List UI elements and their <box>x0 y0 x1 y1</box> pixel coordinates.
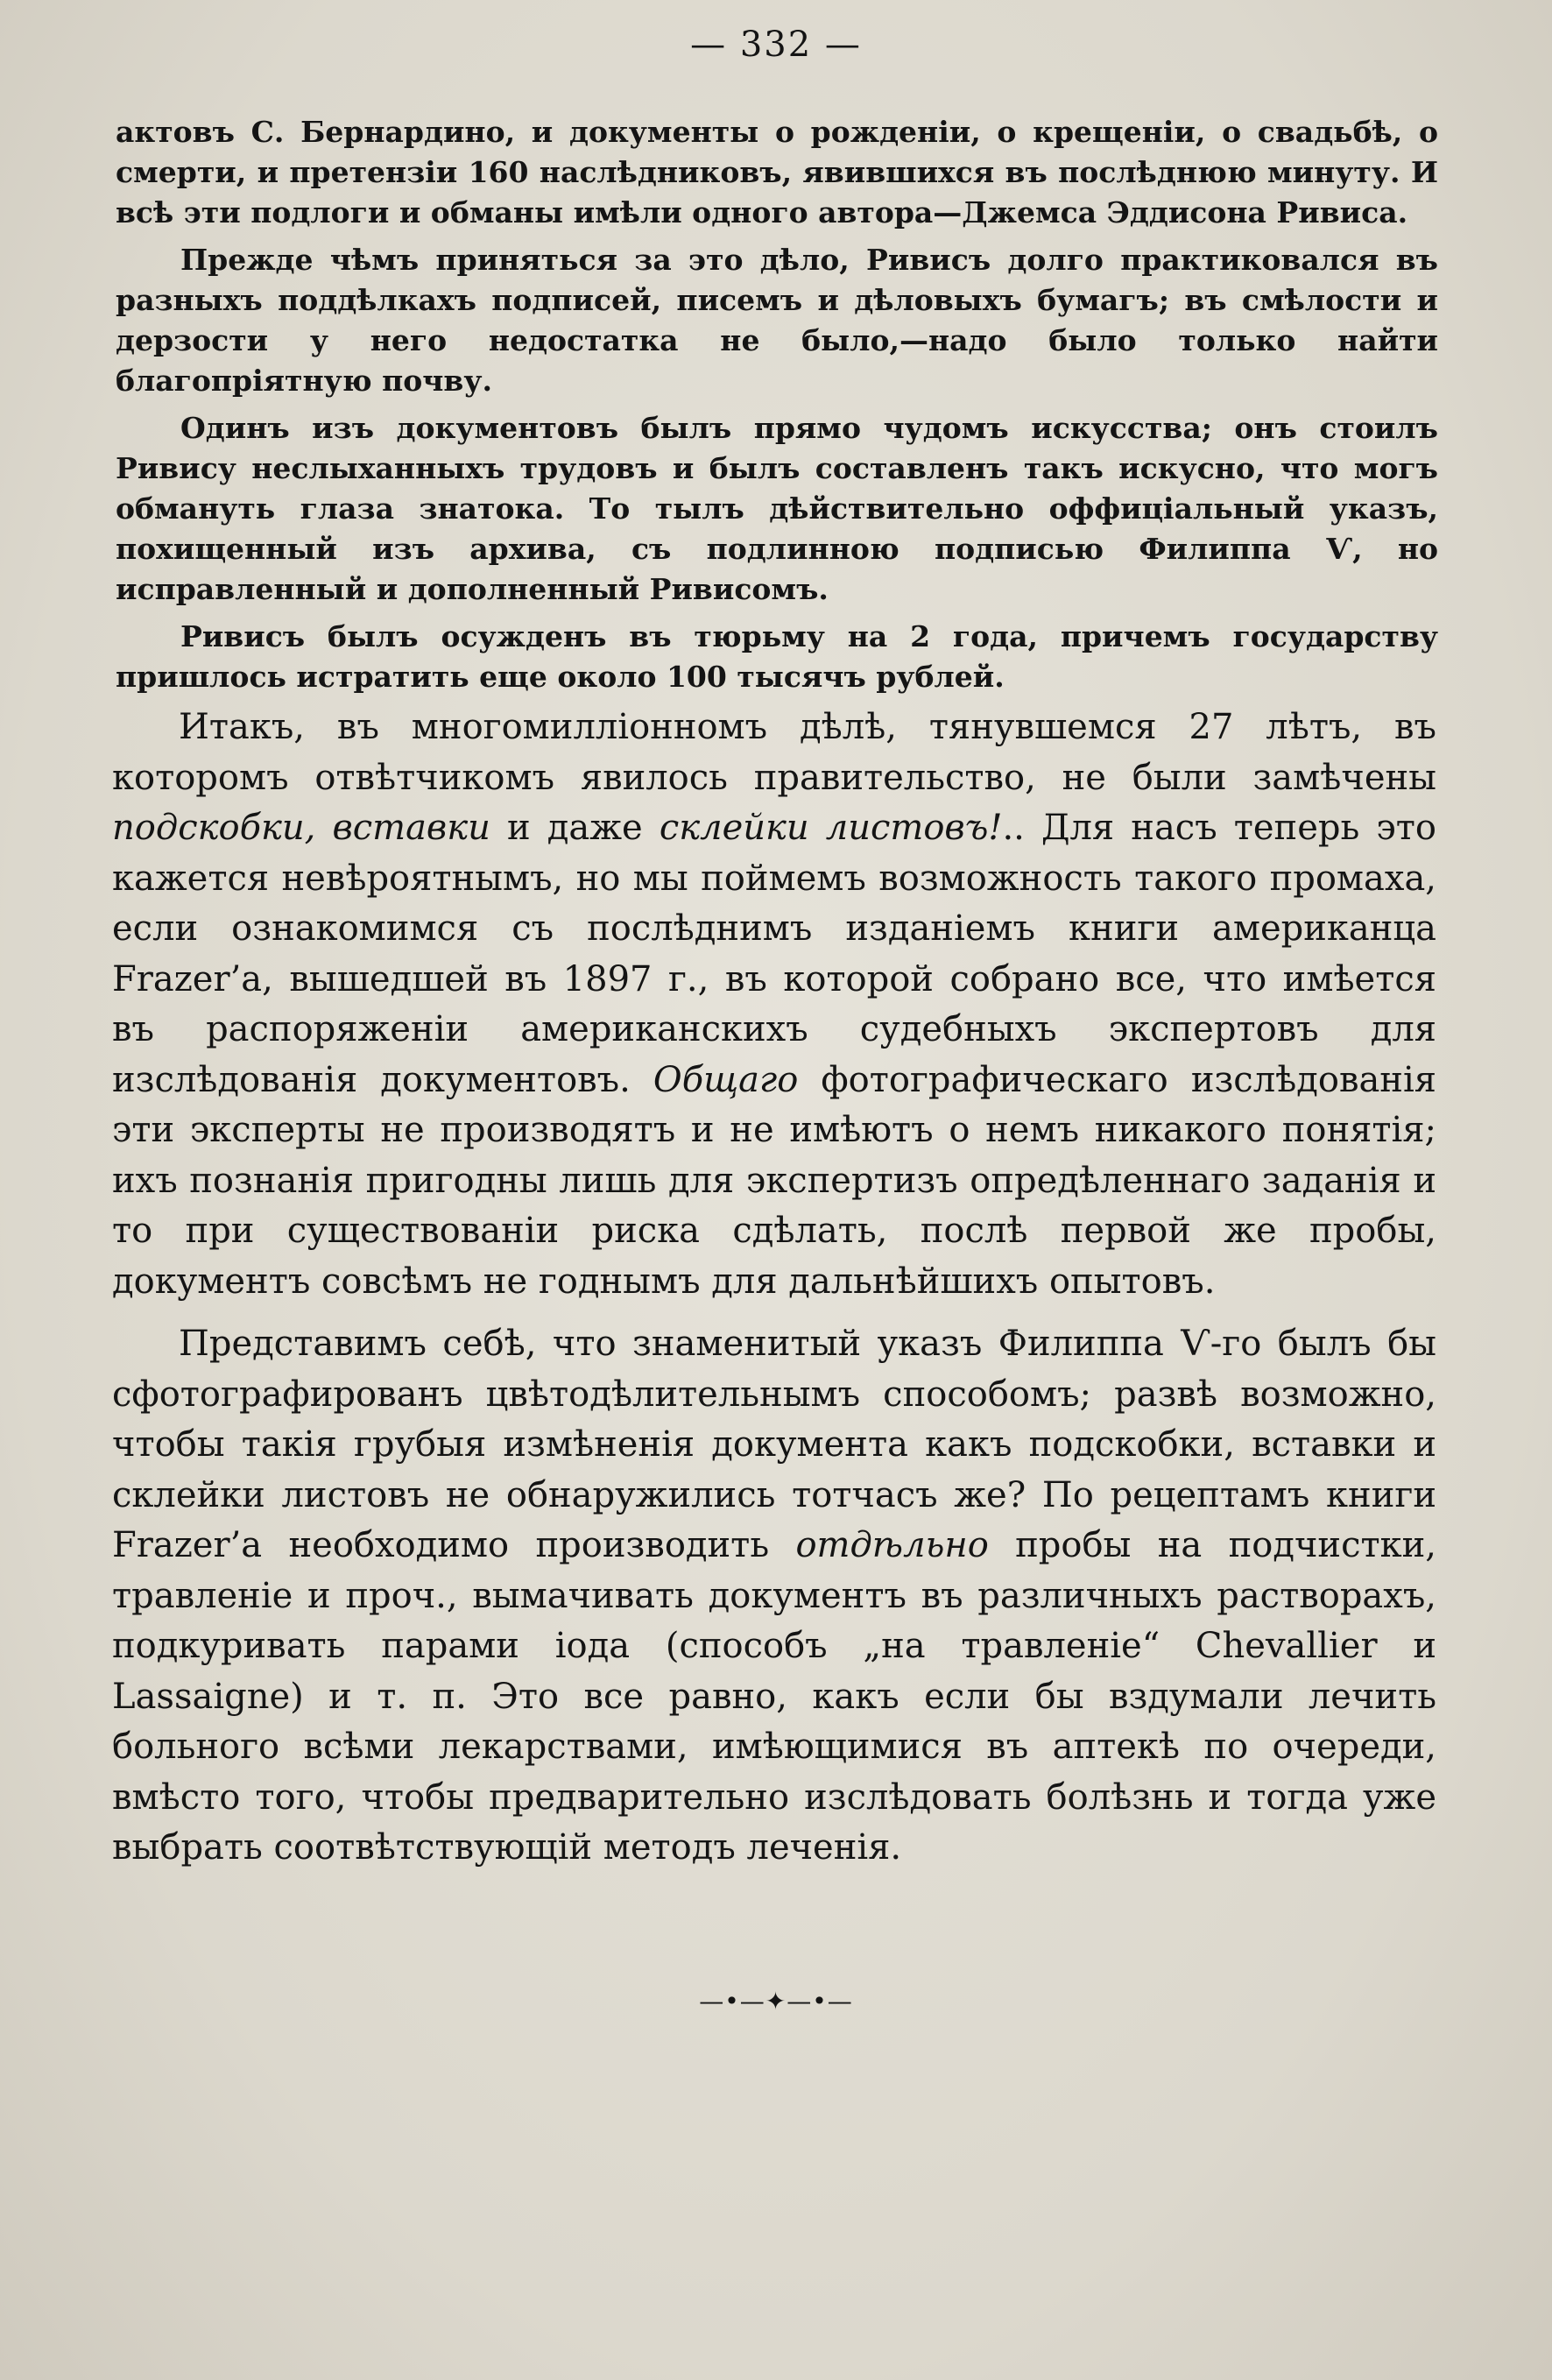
main-text-block <box>112 703 1436 1874</box>
text-run: и даже <box>490 808 660 848</box>
paragraph <box>112 703 1436 1307</box>
paragraph <box>112 1319 1436 1874</box>
text-run: фотографическаго изслѣдованія эти эксперты не производятъ и не имѣютъ о немъ никакого понятія; ихъ познанія пригодны лишь для экспертизъ опредѣленнаго заданія и то при существованіи риска сдѣлать, послѣ первой же пробы, документъ совсѣмъ не годнымъ для дальнѣйшихъ опытовъ. <box>112 1059 1436 1302</box>
italic-text: подскобки, вставки <box>112 808 490 848</box>
paragraph: Прежде чѣмъ приняться за это дѣло, Ривисъ долго практиковался въ разныхъ поддѣлкахъ подписей, писемъ и дѣловыхъ бумагъ; въ смѣлости и дерзости у него недостатка не было,—надо было только найти благопріятную почву. <box>116 243 1438 398</box>
italic-text: отдѣльно <box>795 1525 989 1565</box>
italic-text: склейки листовъ! <box>659 808 1003 848</box>
paragraph: Одинъ изъ документовъ былъ прямо чудомъ искусства; онъ стоилъ Ривису неслыханныхъ трудовъ и былъ составленъ такъ искусно, что могъ обмануть глаза знатока. То тылъ дѣйствительно оффиціальный указъ, похищенный изъ архива, съ подлинною подписью Филиппа Ѵ, но исправленный и дополненный Ривисомъ. <box>116 411 1438 606</box>
text-run: пробы на подчистки, травленіе и проч., вымачивать документъ въ различныхъ растворахъ, подкуривать парами іода (способъ „на травленіе“ Chevallier и Lassaigne) и т. п. Это все равно, какъ если бы вздумали лечить больного всѣми лекарствами, имѣющимися въ аптекѣ по очереди, вмѣсто того, чтобы предварительно изслѣдовать болѣзнь и тогда уже выбрать соотвѣтствующій методъ леченія. <box>112 1525 1436 1868</box>
text-run: Итакъ, въ многомилліонномъ дѣлѣ, тянувшемся 27 лѣтъ, въ которомъ отвѣтчикомъ явилось правительство, не были замѣчены <box>112 707 1436 798</box>
text-run: Представимъ себѣ, что знаменитый указъ Филиппа Ѵ-го былъ бы сфотографированъ цвѣтодѣлительнымъ способомъ; развѣ возможно, чтобы такія грубыя измѣненія документа какъ подскобки, вставки и склейки листовъ не обнаружились тотчасъ же? По рецептамъ книги Frazer’а необходимо производить <box>112 1324 1436 1565</box>
text-run: .. Для насъ теперь это кажется невѣроятнымъ, но мы поймемъ возможность такого промаха, если ознакомимся съ послѣднимъ изданіемъ книги американца Frazer’а, вышедшей въ 1897 г., въ которой собрано все, что имѣется въ распоряженіи американскихъ судебныхъ экспертовъ для изслѣдованія документовъ. <box>112 808 1437 1100</box>
small-print-block <box>116 112 1438 697</box>
italic-text: Общаго <box>653 1059 799 1100</box>
page-number: — 332 — <box>690 25 862 65</box>
paragraph: актовъ С. Бернардино, и документы о рожденіи, о крещеніи, о свадьбѣ, о смерти, и претензіи 160 наслѣдниковъ, явившихся въ послѣднюю минуту. И всѣ эти подлоги и обманы имѣли одного автора—Джемса Эддисона Ривиса. <box>116 115 1438 230</box>
paragraph: Ривисъ былъ осужденъ въ тюрьму на 2 года, причемъ государству пришлось истратить еще около 100 тысячъ рублей. <box>116 619 1438 694</box>
ornament-divider: —•—✦—•— <box>699 1987 853 2016</box>
